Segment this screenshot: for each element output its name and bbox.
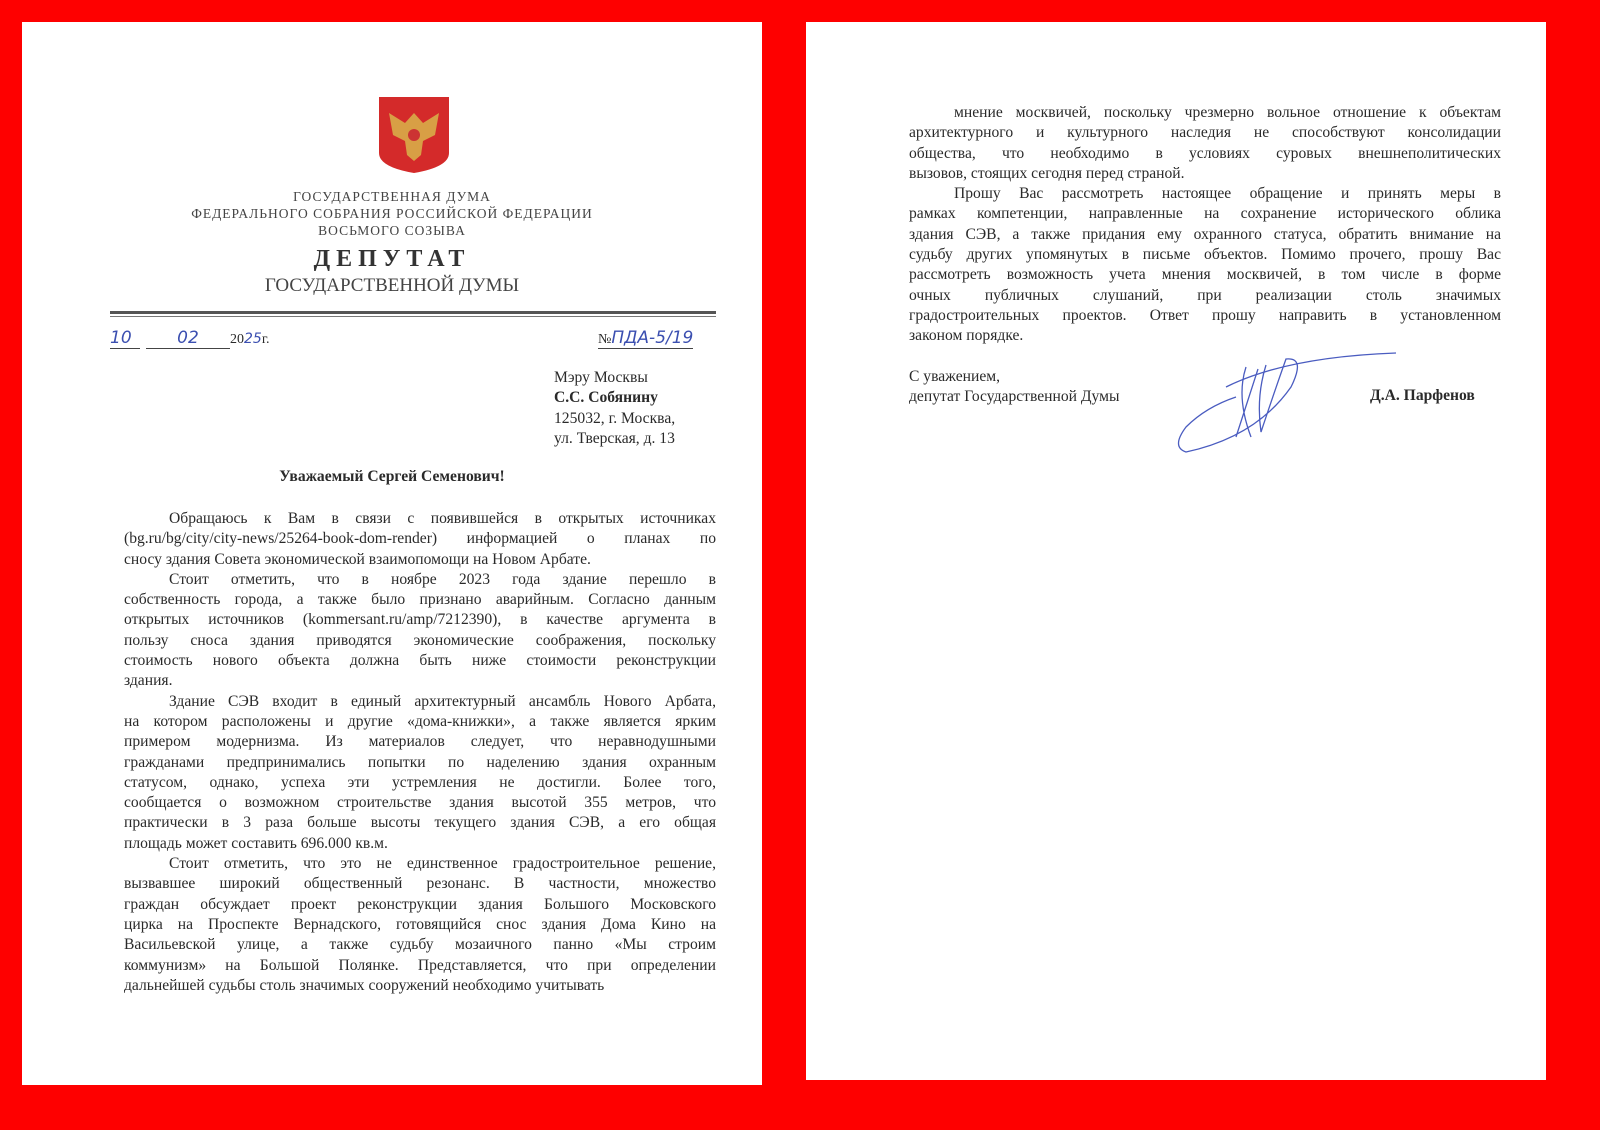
handwritten-signature [1166,347,1396,457]
text-line: архитектурного и культурного наследия не способствуют консолидации [909,124,1501,142]
text-line: сообщается о возможном строительстве здания высотой 355 метров, что [124,794,716,812]
org-line-2: ФЕДЕРАЛЬНОГО СОБРАНИЯ РОССИЙСКОЙ ФЕДЕРАЦИИ [191,206,593,221]
text-line: мнение москвичей, поскольку чрезмерно вольное отношение к объектам [954,104,1501,121]
text-line: здания СЭВ, а также придания ему охранного статуса, обратить внимание на [909,225,1501,243]
text-line: стоимость нового объекта должна быть ниже стоимости реконструкции [124,652,716,670]
text-line: Прошу Вас рассмотреть настоящее обращение и принять меры в [954,185,1501,203]
text-line: градостроительных проектов. Ответ прошу направить в установленном [909,306,1501,324]
coat-of-arms-emblem [377,95,451,175]
date-line [110,328,270,349]
text-line: сносу здания Совета экономической взаимопомощи на Новом Арбате. [124,550,591,568]
addressee-name: С.С. Собянину [554,389,658,407]
text-line: статусом, однако, успеха эти устремления не достигли. Более того, [124,773,716,791]
reference-number [598,328,693,349]
number-value: ПДА-5/19 [611,328,694,348]
addressee-title: Мэру Москвы [554,369,648,386]
date-year: 25 [244,331,262,347]
text-line: пользу сноса здания приводятся экономические соображения, поскольку [124,631,716,649]
letter-page-2 [806,22,1546,1080]
text-line: практически в 3 раза больше высоты текущего здания СЭВ, а его общая [124,814,716,832]
date-month: 02 [146,328,230,349]
letter-body-page-2 [909,103,1501,347]
date-day: 10 [110,328,140,349]
closing-block [909,367,1119,408]
date-year-prefix: 20 [230,332,244,347]
salutation: Уважаемый Сергей Семенович! [279,468,505,485]
number-label: № [598,332,612,347]
text-line: на котором расположены и другие «дома-книжки», а также является ярким [124,712,716,730]
addressee-city: 125032, г. Москва, [554,409,676,427]
date-year-mark: г. [261,332,270,347]
text-line: Здание СЭВ входит в единый архитектурный ансамбль Нового Арбата, [169,692,716,710]
header-divider [110,311,716,317]
text-line: Обращаюсь к Вам в связи с появившейся в открытых источниках [169,510,716,527]
letter-body-page-1 [124,509,716,996]
text-line: площадь может составить 696.000 кв.м. [124,834,388,852]
text-line: гражданами предпринимались попытки по наделению здания охранным [124,753,716,771]
signer-name: Д.А. Парфенов [1370,387,1475,404]
text-line: цирка на Проспекте Вернадского, готовящийся снос здания Дома Кино на [124,915,716,933]
text-line: вызвавшее широкий общественный резонанс. В частности, множество [124,875,716,893]
text-line: дальнейшей судьбы столь значимых сооружений необходимо учитывать [124,976,605,994]
text-line: Васильевской улице, а также судьбу мозаичного панно «Мы строим [124,936,716,954]
text-line: здания. [124,672,173,690]
text-line: судьбу других упомянутых в письме объектов. Помимо прочего, прошу Вас [909,246,1501,264]
text-line: рамках компетенции, направленные на сохранение исторического облика [909,205,1501,223]
letterhead-subtitle: ГОСУДАРСТВЕННОЙ ДУМЫ [264,275,520,296]
text-line: вызовов, стоящих сегодня перед страной. [909,164,1185,182]
text-line: рассмотреть возможность учета мнения москвичей, в том числе в форме [909,266,1501,284]
addressee-street: ул. Тверская, д. 13 [554,429,675,447]
org-line-1: ГОСУДАРСТВЕННАЯ ДУМА [293,189,491,204]
text-line: собственность города, а также было признано аварийным. Согласно данным [124,591,716,609]
text-line: (bg.ru/bg/city/city-news/25264-book-dom-render) информацией о планах по [124,530,716,548]
text-line: Стоит отметить, что это не единственное градостроительное решение, [169,855,716,873]
text-line: законом порядке. [909,327,1024,345]
text-line: Стоит отметить, что в ноябре 2023 года здание перешло в [169,570,716,588]
letter-page-1 [22,22,762,1085]
addressee-block [554,368,675,449]
text-line: примером модернизма. Из материалов следует, что неравнодушными [124,733,716,751]
org-line-3: ВОСЬМОГО СОЗЫВА [318,223,466,238]
text-line: открытых источников (kommersant.ru/amp/7212390), в качестве аргумента в [124,611,716,629]
text-line: коммунизм» на Большой Полянке. Представляется, что при определении [124,956,716,974]
text-line: граждан обсуждает проект реконструкции здания Большого Московского [124,895,716,913]
closing-regards: С уважением, [909,368,1001,385]
letterhead-title: ДЕПУТАТ [313,246,471,272]
text-line: очных публичных слушаний, при реализации столь значимых [909,286,1501,304]
closing-position: депутат Государственной Думы [909,388,1120,406]
text-line: общества, что необходимо в условиях суровых внешнеполитических [909,144,1501,162]
